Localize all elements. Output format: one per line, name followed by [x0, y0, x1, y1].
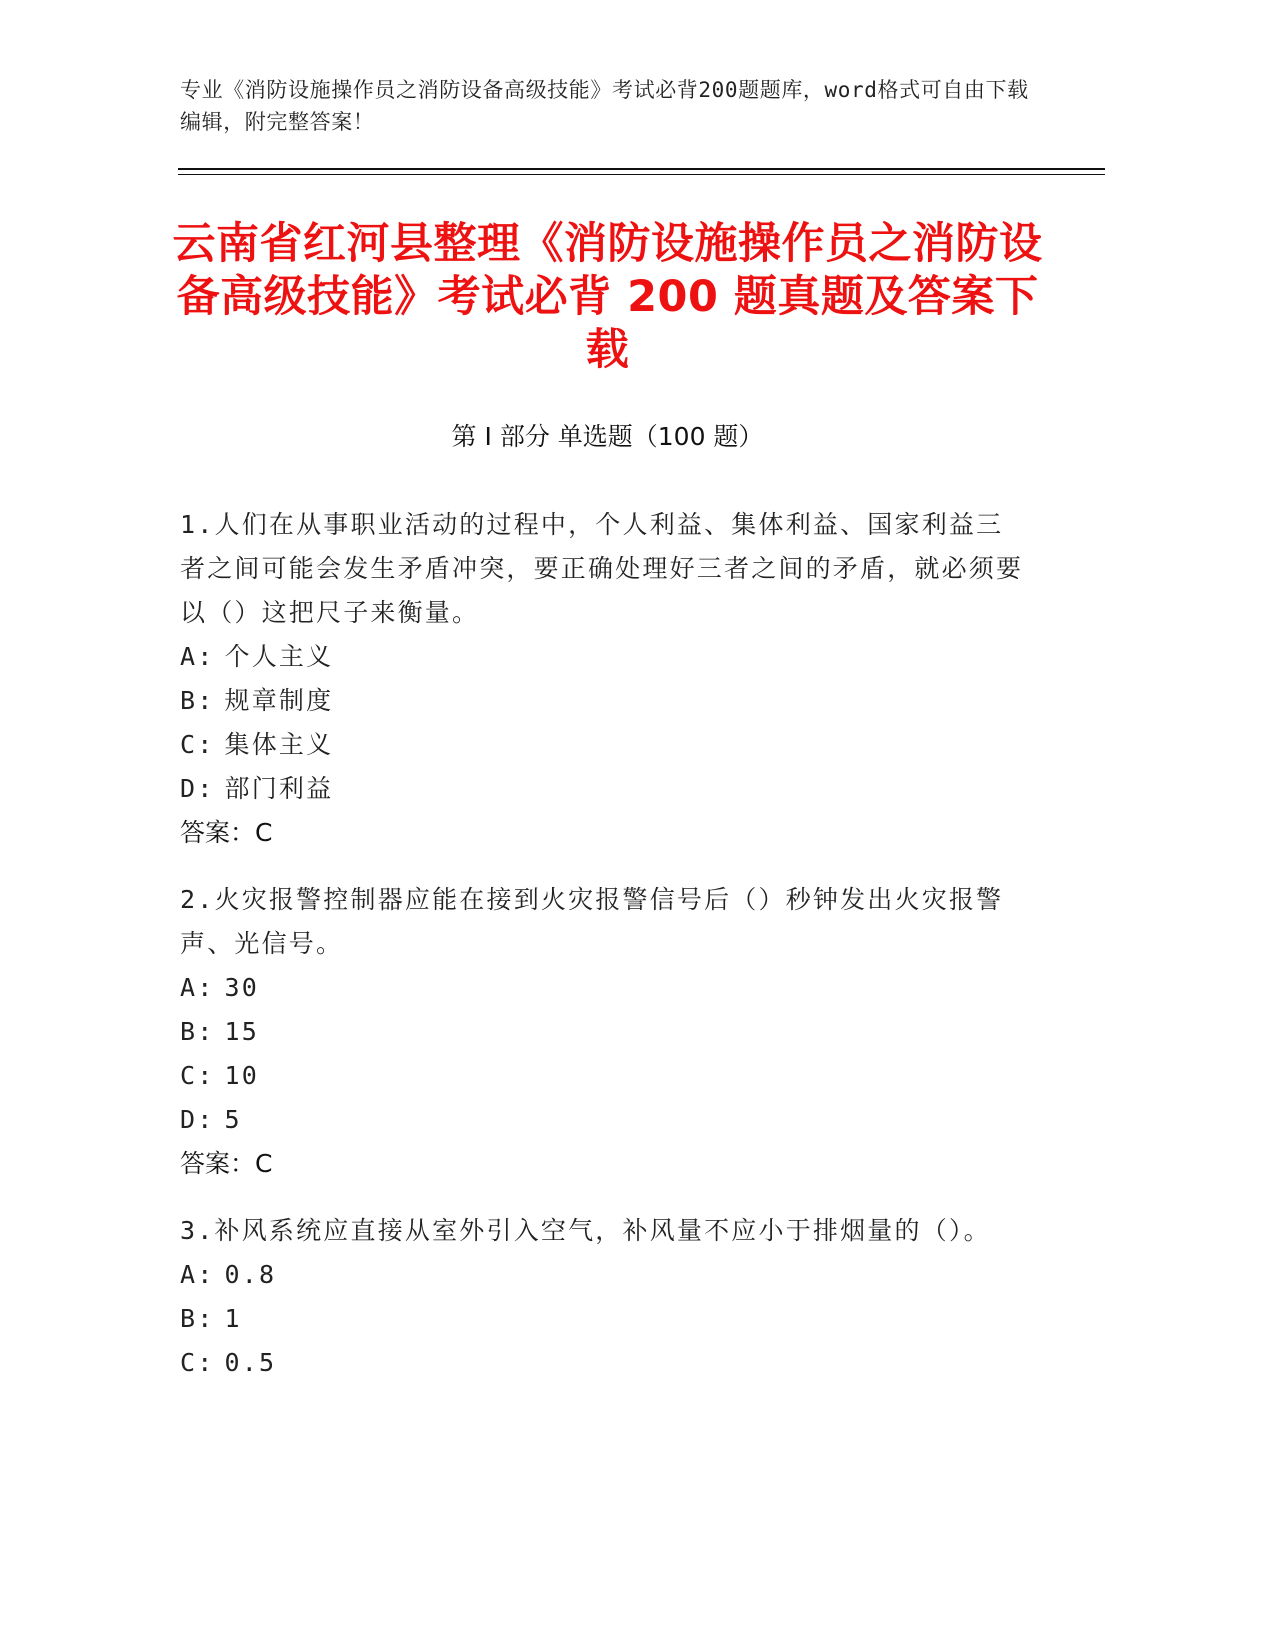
option-a: [180, 966, 1025, 1010]
option-separator: :: [197, 730, 215, 759]
section-title: 第 I 部分 单选题（100 题）: [451, 422, 764, 451]
option-text: 部门利益: [224, 774, 334, 803]
header-rule-thick: [178, 168, 1105, 170]
question-stem: 2.火灾报警控制器应能在接到火灾报警信号后（）秒钟发出火灾报警声、光信号。: [180, 885, 1004, 958]
option-c: [180, 1341, 1025, 1385]
option-separator: :: [197, 973, 215, 1002]
question-stem: 1.人们在从事职业活动的过程中，个人利益、集体利益、国家利益三者之间可能会发生矛盾冲突，要正确处理好三者之间的矛盾，就必须要以（）这把尺子来衡量。: [180, 510, 1024, 627]
option-text: 10: [224, 1061, 260, 1090]
option-separator: :: [197, 1105, 215, 1134]
option-c: [180, 723, 1025, 767]
option-letter: C: [180, 1061, 198, 1090]
question-stem: 3.补风系统应直接从室外引入空气，补风量不应小于排烟量的（）。: [180, 1216, 991, 1245]
option-letter: A: [180, 1260, 198, 1289]
option-text: 规章制度: [224, 686, 334, 715]
option-letter: B: [180, 1017, 198, 1046]
option-separator: :: [197, 1061, 215, 1090]
option-letter: D: [180, 1105, 198, 1134]
option-b: [180, 1010, 1025, 1054]
option-text: 15: [224, 1017, 260, 1046]
document-title: 云南省红河县整理《消防设施操作员之消防设备高级技能》考试必背 200 题真题及答案下载: [172, 219, 1043, 375]
option-separator: :: [197, 774, 215, 803]
question-item: [180, 1209, 1025, 1385]
option-text: 个人主义: [224, 642, 334, 671]
option-a: [180, 1253, 1025, 1297]
header-rule-thin: [178, 174, 1105, 175]
option-b: [180, 1297, 1025, 1341]
option-text: 0.8: [224, 1260, 277, 1289]
option-a: [180, 635, 1025, 679]
option-letter: C: [180, 730, 198, 759]
header-note: 专业《消防设施操作员之消防设备高级技能》考试必背200题题库，word格式可自由下载编辑，附完整答案！: [180, 78, 1029, 134]
answer-line: 答案：C: [180, 1149, 273, 1178]
option-separator: :: [197, 1304, 215, 1333]
option-letter: A: [180, 973, 198, 1002]
answer-line: 答案：C: [180, 818, 273, 847]
option-separator: :: [197, 686, 215, 715]
option-c: [180, 1054, 1025, 1098]
option-separator: :: [197, 1260, 215, 1289]
option-letter: B: [180, 1304, 198, 1333]
option-letter: C: [180, 1348, 198, 1377]
option-text: 0.5: [224, 1348, 277, 1377]
option-b: [180, 679, 1025, 723]
option-d: [180, 767, 1025, 811]
option-text: 1: [224, 1304, 242, 1333]
question-item: [180, 503, 1025, 855]
option-letter: B: [180, 686, 198, 715]
option-letter: A: [180, 642, 198, 671]
option-text: 集体主义: [224, 730, 334, 759]
option-separator: :: [197, 642, 215, 671]
option-separator: :: [197, 1348, 215, 1377]
option-letter: D: [180, 774, 198, 803]
option-text: 5: [224, 1105, 242, 1134]
option-text: 30: [224, 973, 260, 1002]
option-separator: :: [197, 1017, 215, 1046]
question-list: [180, 503, 1025, 1408]
question-item: [180, 878, 1025, 1186]
option-d: [180, 1098, 1025, 1142]
